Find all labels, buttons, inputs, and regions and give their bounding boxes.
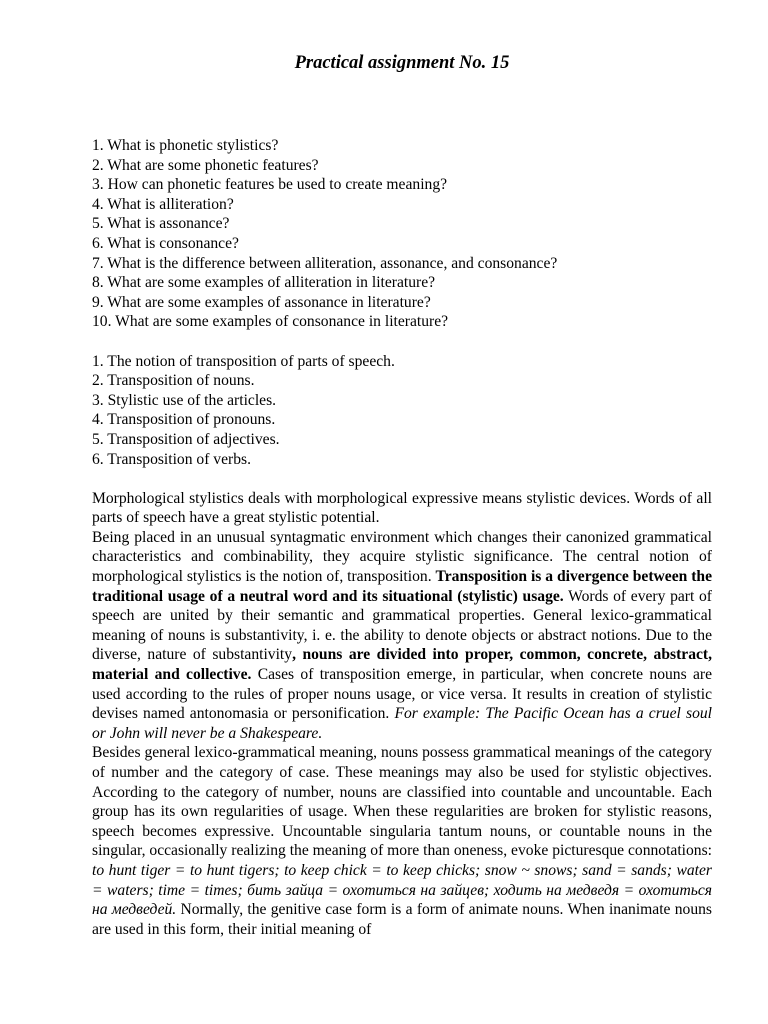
- question-item: 9. What are some examples of assonance in literature?: [92, 293, 431, 311]
- questions-list: [92, 136, 712, 332]
- question-item: 5. What is assonance?: [92, 215, 230, 233]
- paragraph-intro: Morphological stylistics deals with morphological expressive means stylistic devices. Words of all parts of speech have a great stylistic potential.: [92, 489, 712, 527]
- paragraph-text: Normally, the genitive case form is a form of animate nouns. When inanimate nouns are used in this form, their initial meaning of: [92, 901, 712, 938]
- question-item: 10. What are some examples of consonance in literature?: [92, 313, 449, 331]
- question-item: 7. What is the difference between alliteration, assonance, and consonance?: [92, 254, 558, 272]
- spacer: [92, 332, 712, 352]
- topics-list: [92, 352, 712, 470]
- noun-classes-bold: , nouns are divided into proper, common, concrete, abstract, material and collective.: [92, 646, 713, 684]
- page-title: Practical assignment No. 15: [294, 53, 510, 73]
- definition-bold: Transposition is a divergence between the traditional usage of a neutral word and its situational (stylistic) usage.: [92, 568, 712, 605]
- question-item: 8. What are some examples of alliteration in literature?: [92, 274, 436, 292]
- examples-italic: to hunt tiger = to hunt tigers; to keep chick = to keep chicks; snow ~ snows; sand = sands; water = waters; time = times; бить зайца = охотиться на зайцев; ходить на медведя = охотиться на медведей.: [92, 861, 712, 919]
- spacer: [92, 469, 712, 489]
- paragraph-text: Being placed in an unusual syntagmatic environment which changes their canonized grammatical characteristics and combinability, they acquire stylistic significance. The central notion of morphological stylistics is the notion of, transposition.: [92, 528, 712, 586]
- paragraph-text: Besides general lexico-grammatical meaning, nouns possess grammatical meanings of the category of number and the category of case. These meanings may also be used for stylistic objectives. According to the category of number, nouns are classified into countable and uncountable. Each group has its own regularities of usage. When these regularities are broken for stylistic reasons, speech becomes expressive. Uncountable singularia tantum nouns, or countable nouns in the singular, occasionally realizing the meaning of more than oneness, evoke picturesque connotations:: [92, 744, 712, 860]
- question-item: 3. How can phonetic features be used to create meaning?: [92, 176, 448, 194]
- example-italic: For example: The Pacific Ocean has a cruel soul or John will never be a Shakespeare.: [92, 705, 712, 742]
- topic-item: 1. The notion of transposition of parts of speech.: [92, 352, 395, 370]
- question-item: 2. What are some phonetic features?: [92, 156, 319, 174]
- topic-item: 6. Transposition of verbs.: [92, 450, 251, 468]
- paragraph-text: Words of every part of speech are united by their semantic and grammatical properties. General lexico-grammatical meaning of nouns is substantivity, i. e. the ability to denote objects or abstract notions. Due to the diverse, nature of substantivity: [92, 587, 712, 664]
- paragraph-transposition: [92, 528, 712, 744]
- paragraph-number-case: [92, 743, 712, 939]
- question-item: 1. What is phonetic stylistics?: [92, 137, 279, 154]
- topic-item: 2. Transposition of nouns.: [92, 372, 255, 390]
- question-item: 4. What is alliteration?: [92, 195, 234, 213]
- document-page: [92, 50, 712, 939]
- topic-item: 4. Transposition of pronouns.: [92, 411, 276, 429]
- topic-item: 3. Stylistic use of the articles.: [92, 391, 277, 409]
- topic-item: 5. Transposition of adjectives.: [92, 430, 280, 448]
- question-item: 6. What is consonance?: [92, 234, 239, 252]
- paragraph-text: Cases of transposition emerge, in particular, when concrete nouns are used according to the rules of proper nouns usage, or vice versa. It results in creation of stylistic devises named antonomasia or personification.: [92, 666, 712, 723]
